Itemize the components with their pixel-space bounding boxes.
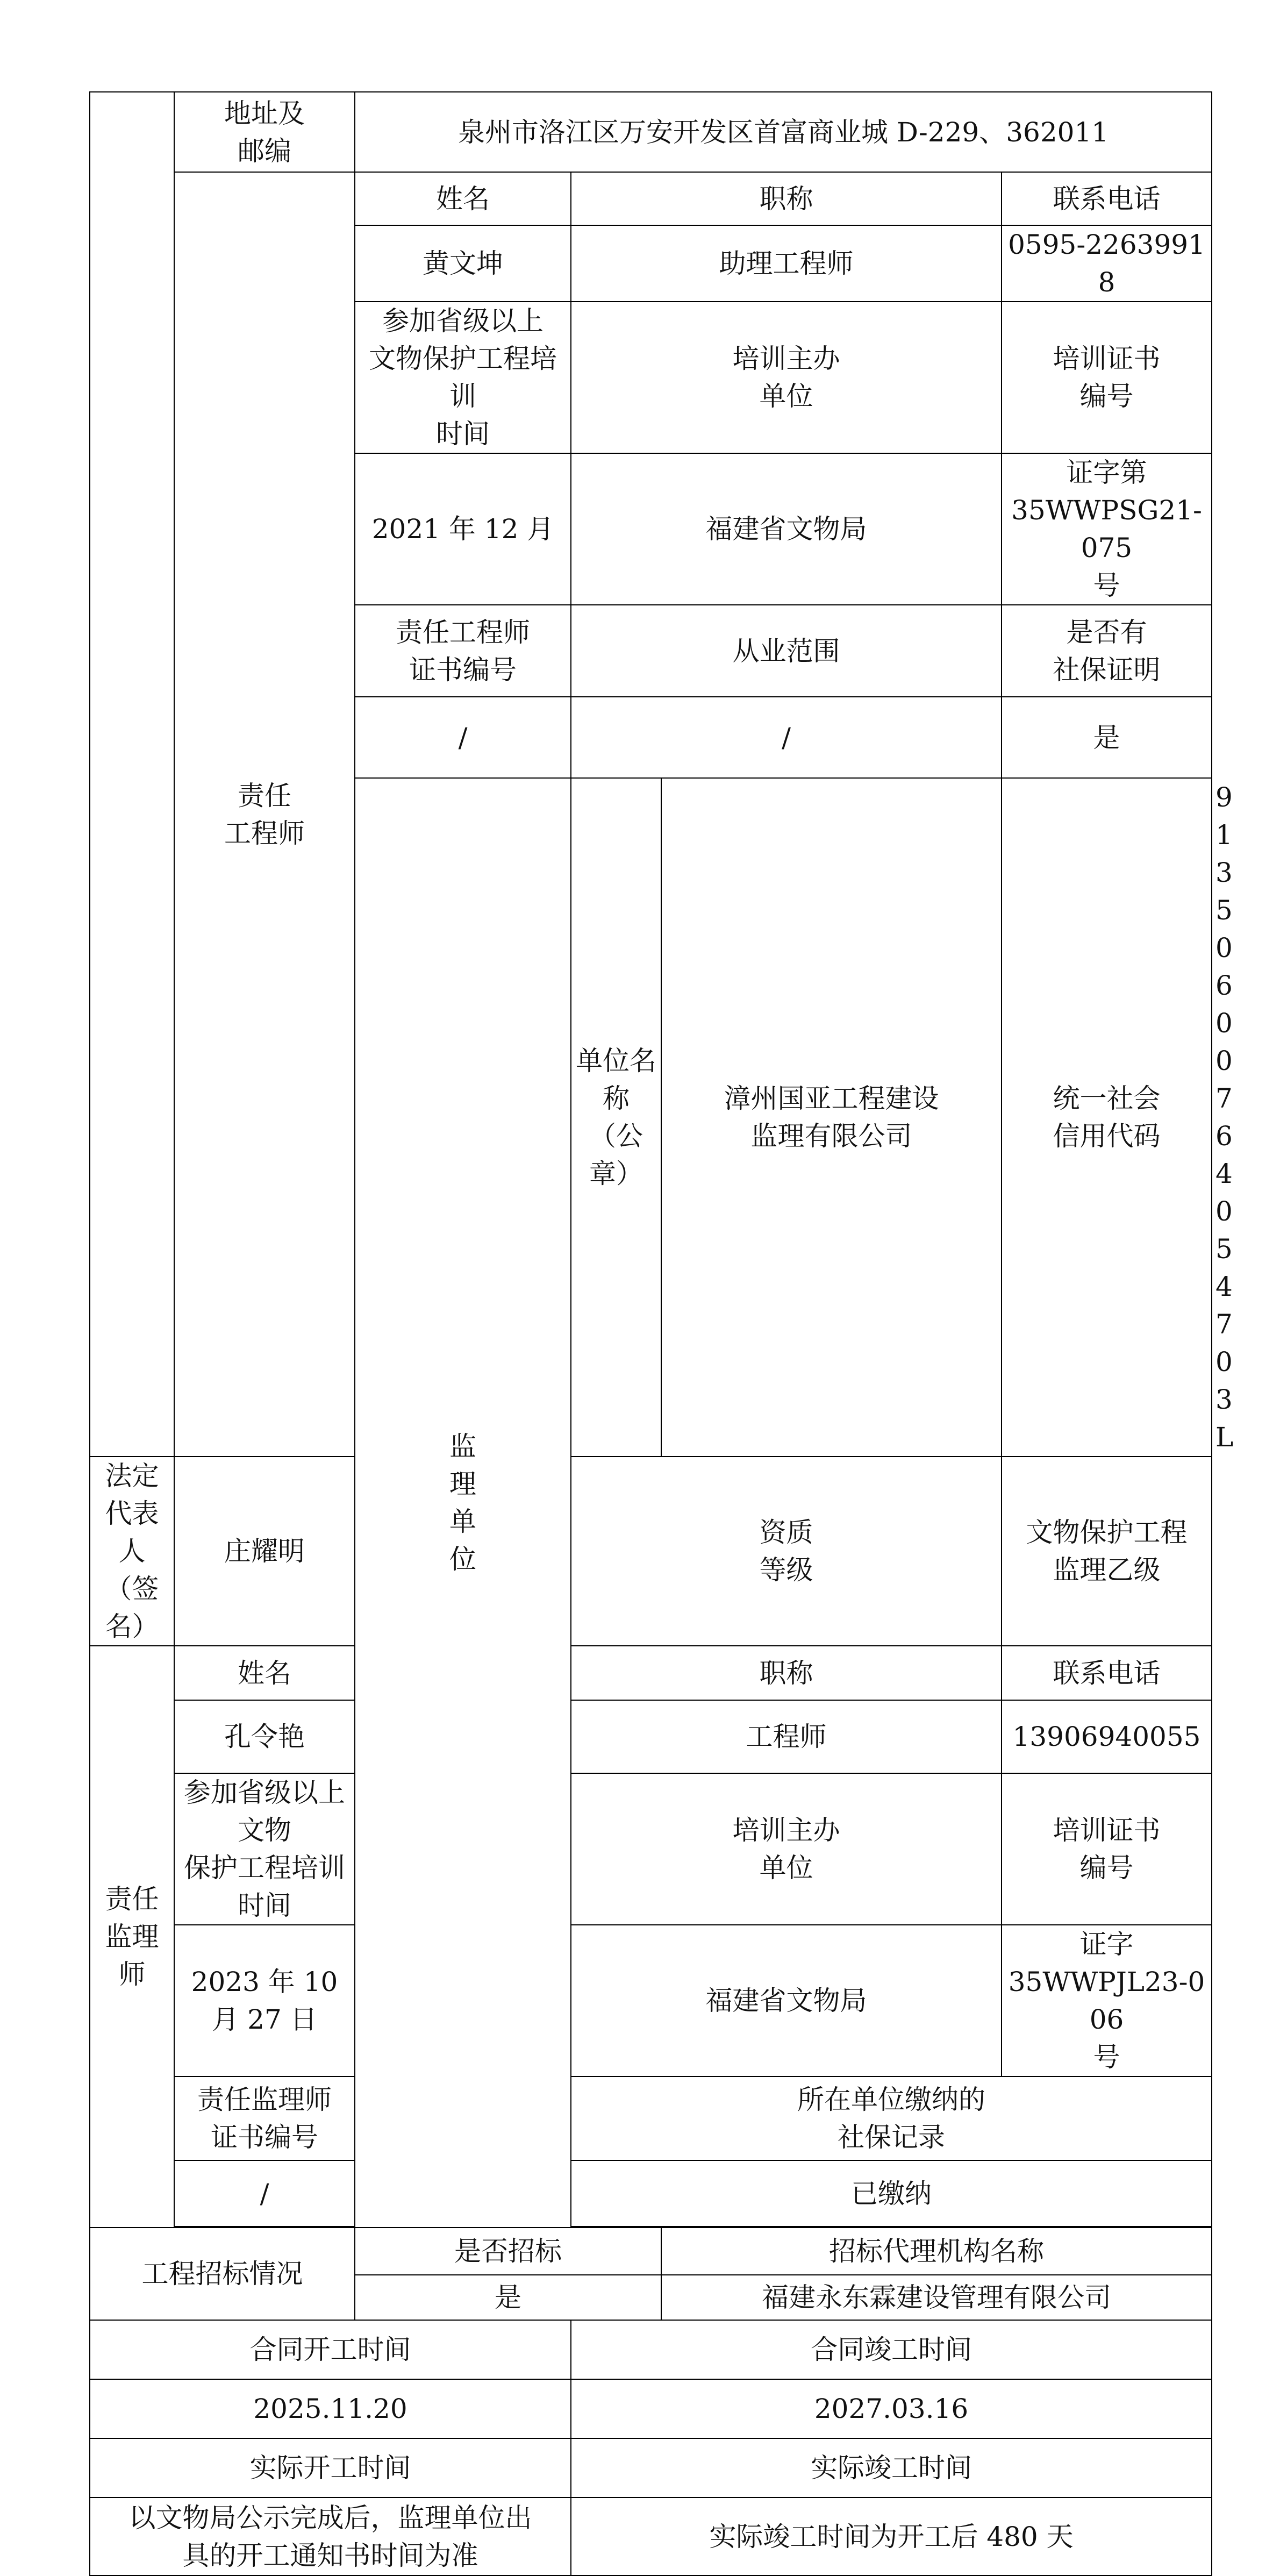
supervisor-title: 工程师	[571, 1700, 1002, 1773]
agency-value: 福建永东霖建设管理有限公司	[661, 2275, 1212, 2320]
engineer-head-phone: 联系电话	[1002, 172, 1212, 225]
actual-start-label: 实际开工时间	[90, 2438, 571, 2497]
supervisor-label: 责任 监理师	[90, 1646, 174, 2228]
supervisor-name: 孔令艳	[174, 1700, 355, 1773]
legal-rep-label: 法定代表人 （签名）	[90, 1457, 174, 1646]
supervisor-head-phone: 联系电话	[1002, 1646, 1212, 1700]
engineer-cert-no-label: 培训证书 编号	[1002, 302, 1212, 453]
credit-code-label: 统一社会 信用代码	[1002, 778, 1212, 1457]
engineer-train-time-label: 参加省级以上 文物保护工程培训 时间	[355, 302, 571, 453]
address-label: 地址及 邮编	[174, 92, 355, 172]
engineer-scope-label: 从业范围	[571, 605, 1002, 697]
engineer-head-title: 职称	[571, 172, 1002, 225]
is-bid-value: 是	[355, 2275, 661, 2320]
supervisor-cert-label: 责任监理师 证书编号	[174, 2077, 355, 2160]
engineer-social-label: 是否有 社保证明	[1002, 605, 1212, 697]
actual-end-value: 实际竣工时间为开工后 480 天	[571, 2497, 1212, 2575]
supervisor-phone: 13906940055	[1002, 1700, 1212, 1773]
bidding-label: 工程招标情况	[90, 2228, 355, 2320]
actual-end-label: 实际竣工时间	[571, 2438, 1212, 2497]
engineer-social-value: 是	[1002, 697, 1212, 778]
engineer-head-name: 姓名	[355, 172, 571, 225]
address-value: 泉州市洛江区万安开发区首富商业城 D-229、362011	[355, 92, 1212, 172]
section-blank-cell	[90, 92, 174, 1457]
supervisor-head-name: 姓名	[174, 1646, 355, 1700]
supervision-section-label: 监 理 单 位	[355, 778, 571, 2228]
engineer-cert-label: 责任工程师 证书编号	[355, 605, 571, 697]
unit-name-label: 单位名称 （公章）	[571, 778, 661, 1457]
contract-start-label: 合同开工时间	[90, 2320, 571, 2379]
supervisor-cert-no-label: 培训证书 编号	[1002, 1773, 1212, 1925]
agency-label: 招标代理机构名称	[661, 2228, 1212, 2275]
contract-end-value: 2027.03.16	[571, 2379, 1212, 2438]
supervisor-cert-value: /	[174, 2160, 355, 2227]
supervisor-train-org: 福建省文物局	[571, 1925, 1002, 2077]
qualification-value: 文物保护工程 监理乙级	[1002, 1457, 1212, 1646]
engineer-phone: 0595-22639918	[1002, 225, 1212, 302]
social-record-value: 已缴纳	[571, 2160, 1212, 2227]
supervisor-train-time: 2023 年 10 月 27 日	[174, 1925, 355, 2077]
contract-start-value: 2025.11.20	[90, 2379, 571, 2438]
engineer-title: 助理工程师	[571, 225, 1002, 302]
engineer-cert-no: 证字第 35WWPSG21-075 号	[1002, 453, 1212, 605]
social-record-label: 所在单位缴纳的 社保记录	[571, 2077, 1212, 2160]
engineer-scope-value: /	[571, 697, 1002, 778]
engineer-train-time: 2021 年 12 月	[355, 453, 571, 605]
qualification-label: 资质 等级	[571, 1457, 1002, 1646]
project-info-table: 地址及 邮编 泉州市洛江区万安开发区首富商业城 D-229、362011 责任 工程师 姓名 职称 联系电话 黄文坤 助理工程师 0595-22639918 参加省级以上 文物保护工程培训 时间 培训主办 单位 培训证书 编号 2021 年 12 月 福建省文物局 证字第 35WWPSG21-075 号 责任工程师 证书编号 从业范围 是否有 社保证明 / / 是 监 理 单 位 单位名称 （公章） 漳州国亚工程建设 监理有限公司 统一社会 信用代码 9135060076405 4703L 法定代表人 （签名） 庄耀明 资质 等级 文物保护工程 监理乙级 责任 监理师 姓名 职称 联系电话 孔令艳 工程师 13906940055 参加省级以上文物 保护工程培训时间 培训主办 单位 培训证书 编号 2023 年 10 月 27 日 福建省文物局 证字 35WWPJL23-006 号 责任监理师 证书编号 所在单位缴纳的 社保记录 / 已缴纳 工程招标情况 是否招标 招标代理机构名称 是 福建永东霖建设管理有限公司 合同开工时间 合同竣工时间 2025.11.20 2027.03.16 实际开工时间 实际竣工时间 以文物局公示完成后，监理单位出 具的开工通知书时间为准 实际竣工时间为开工后 480 天	[89, 91, 1212, 2576]
supervisor-cert-no: 证字 35WWPJL23-006 号	[1002, 1925, 1212, 2077]
engineer-cert-value: /	[355, 697, 571, 778]
engineer-train-org: 福建省文物局	[571, 453, 1002, 605]
supervisor-head-title: 职称	[571, 1646, 1002, 1700]
engineer-train-org-label: 培训主办 单位	[571, 302, 1002, 453]
supervisor-train-time-label: 参加省级以上文物 保护工程培训时间	[174, 1773, 355, 1925]
unit-name-value: 漳州国亚工程建设 监理有限公司	[661, 778, 1002, 1457]
is-bid-label: 是否招标	[355, 2228, 661, 2275]
legal-rep-value: 庄耀明	[174, 1457, 355, 1646]
contract-end-label: 合同竣工时间	[571, 2320, 1212, 2379]
actual-start-value: 以文物局公示完成后，监理单位出 具的开工通知书时间为准	[90, 2497, 571, 2575]
engineer-name: 黄文坤	[355, 225, 571, 302]
engineer-label: 责任 工程师	[174, 172, 355, 1457]
supervisor-train-org-label: 培训主办 单位	[571, 1773, 1002, 1925]
